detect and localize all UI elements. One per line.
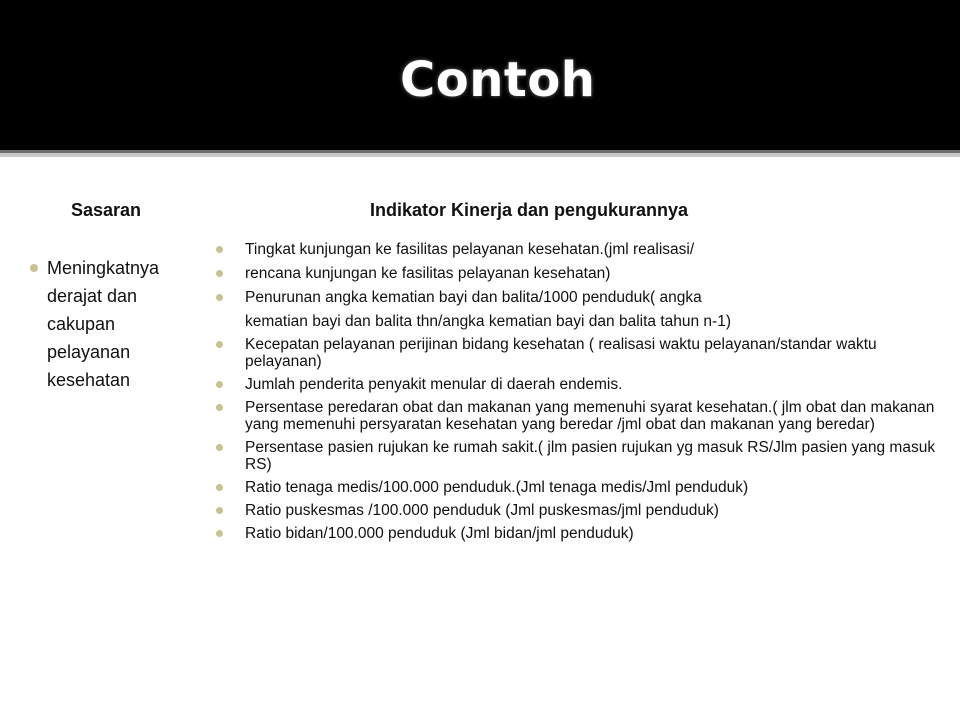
indikator-item-text: Tingkat kunjungan ke fasilitas pelayanan kesehatan.(jml realisasi/	[245, 241, 695, 258]
indikator-item	[216, 265, 946, 282]
indikator-item-text: Ratio puskesmas /100.000 penduduk (Jml puskesmas/jml penduduk)	[245, 502, 719, 519]
indikator-list	[216, 241, 946, 542]
bullet-icon	[216, 341, 223, 348]
bullet-icon	[216, 484, 223, 491]
bullet-icon	[30, 264, 38, 272]
indikator-item	[216, 399, 946, 433]
sasaran-item	[30, 254, 180, 394]
bullet-icon	[216, 294, 223, 301]
indikator-item	[216, 241, 946, 258]
indikator-item	[216, 479, 946, 496]
column-heading-sasaran: Sasaran	[71, 200, 142, 220]
bullet-icon	[216, 507, 223, 514]
indikator-item	[216, 289, 946, 306]
title-divider-shadow	[0, 153, 960, 157]
indikator-item-text: Penurunan angka kematian bayi dan balita/1000 penduduk( angka	[245, 289, 702, 306]
indikator-item-continuation	[216, 313, 946, 330]
slide-title: Contoh	[400, 52, 596, 108]
bullet-icon	[216, 246, 223, 253]
bullet-icon	[216, 444, 223, 451]
indikator-item	[216, 336, 946, 370]
indikator-item	[216, 439, 946, 473]
indikator-item	[216, 376, 946, 393]
bullet-icon	[216, 404, 223, 411]
indikator-item-text: Kecepatan pelayanan perijinan bidang kesehatan ( realisasi waktu pelayanan/standar waktu pelayanan)	[245, 336, 877, 370]
indikator-item-text: Persentase pasien rujukan ke rumah sakit.( jlm pasien rujukan yg masuk RS/Jlm pasien yang masuk RS)	[245, 439, 936, 473]
sasaran-item-text: Meningkatnya derajat dan cakupan pelayanan kesehatan	[47, 258, 160, 390]
indikator-item-text: Jumlah penderita penyakit menular di daerah endemis.	[245, 376, 623, 393]
indikator-item-text: Ratio bidan/100.000 penduduk (Jml bidan/jml penduduk)	[245, 525, 634, 542]
indikator-item-text: kematian bayi dan balita thn/angka kematian bayi dan balita tahun n-1)	[245, 313, 731, 330]
bullet-icon	[216, 270, 223, 277]
bullet-icon	[216, 381, 223, 388]
indikator-item-text: Ratio tenaga medis/100.000 penduduk.(Jml tenaga medis/Jml penduduk)	[245, 479, 749, 496]
sasaran-list	[30, 254, 180, 394]
column-heading-indikator: Indikator Kinerja dan pengukurannya	[370, 200, 689, 220]
indikator-item	[216, 502, 946, 519]
indikator-item	[216, 525, 946, 542]
indikator-item-text: rencana kunjungan ke fasilitas pelayanan kesehatan)	[245, 265, 611, 282]
bullet-icon	[216, 530, 223, 537]
indikator-item-text: Persentase peredaran obat dan makanan yang memenuhi syarat kesehatan.( jlm obat dan makanan yang memenuhi persyaratan kesehatan yang beredar /jml obat dan makanan yang beredar)	[245, 399, 935, 433]
